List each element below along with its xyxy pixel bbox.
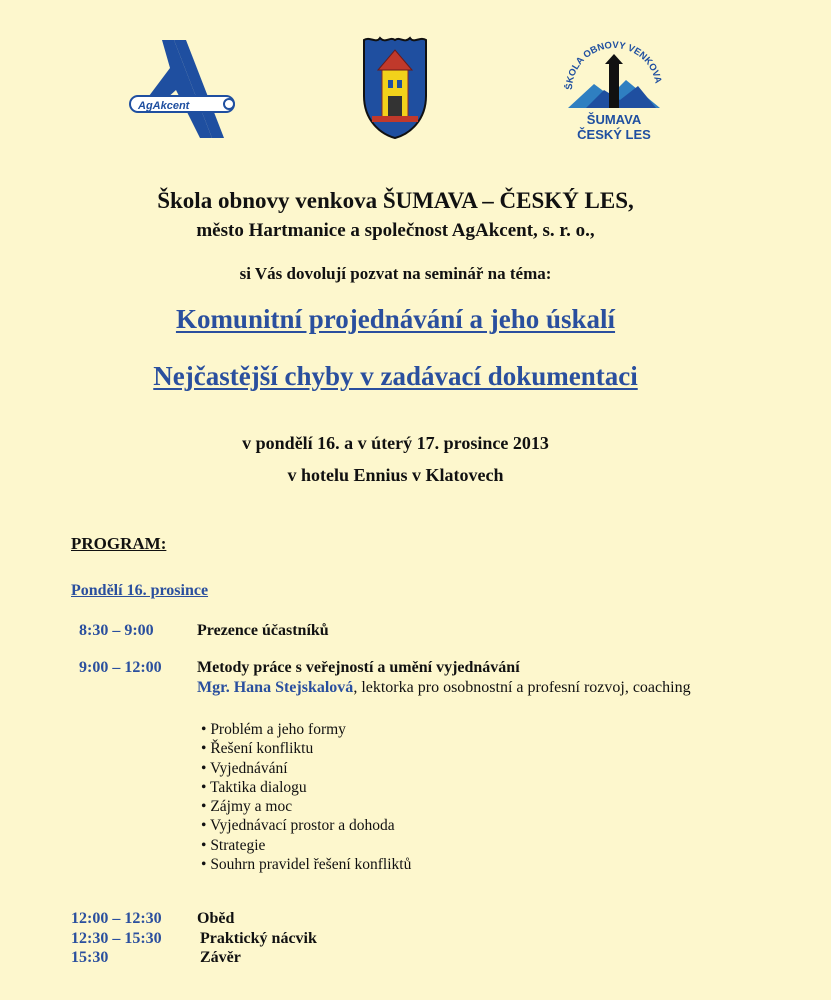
list-item: • Problém a jeho formy — [201, 720, 411, 739]
list-item: • Zájmy a moc — [201, 797, 411, 816]
speaker-role: , lektorka pro osobnostní a profesní rozvoj, coaching — [353, 679, 691, 696]
hartmanice-crest — [358, 34, 432, 140]
skola-line2: ČESKÝ LES — [577, 127, 651, 142]
invitation-text: si Vás dovolují pozvat na seminář na téma: — [239, 264, 552, 283]
list-item: • Strategie — [201, 836, 411, 855]
program-time-3: 12:00 – 12:30 — [71, 910, 162, 927]
program-title-1: Prezence účastníků — [197, 622, 329, 639]
program-time-2: 9:00 – 12:00 — [79, 659, 162, 676]
organizer-subtitle: město Hartmanice a společnost AgAkcent, s. r. o., — [196, 220, 595, 241]
list-item: • Taktika dialogu — [201, 778, 411, 797]
program-title-5: Závěr — [200, 949, 241, 966]
program-time-4: 12:30 – 15:30 — [71, 930, 162, 947]
skola-arc-text: ŠKOLA OBNOVY VENKOVA — [564, 40, 664, 91]
program-heading: PROGRAM: — [71, 534, 167, 553]
seminar-topic-2[interactable]: Nejčastější chyby v zadávací dokumentaci — [153, 361, 638, 391]
agakcent-logo — [126, 38, 242, 144]
list-item: • Řešení konfliktu — [201, 739, 411, 758]
event-place: v hotelu Ennius v Klatovech — [287, 465, 504, 485]
program-time-5: 15:30 — [71, 949, 109, 966]
program-title-4: Praktický nácvik — [200, 930, 317, 947]
list-item: • Souhrn pravidel řešení konfliktů — [201, 855, 411, 874]
program-time-1: 8:30 – 9:00 — [79, 622, 154, 639]
agakcent-wordmark: AgAkcent — [138, 100, 190, 112]
event-date: v pondělí 16. a v úterý 17. prosince 2013 — [242, 433, 549, 453]
program-speaker — [197, 679, 691, 697]
seminar-topic-1[interactable]: Komunitní projednávání a jeho úskalí — [175, 304, 616, 334]
list-item: • Vyjednávání — [201, 759, 411, 778]
list-item: • Vyjednávací prostor a dohoda — [201, 816, 411, 835]
program-title-2: Metody práce s veřejností a umění vyjednávání — [197, 659, 520, 676]
skola-obnovy-venkova-logo — [564, 40, 664, 144]
skola-line1: ŠUMAVA — [586, 112, 642, 127]
program-day-heading: Pondělí 16. prosince — [71, 582, 209, 599]
speaker-name: Mgr. Hana Stejskalová — [197, 679, 354, 696]
subtopic-list — [201, 720, 411, 874]
program-title-3: Oběd — [197, 910, 235, 927]
agakcent-small-text: s.r.o. — [206, 116, 217, 122]
organizer-title: Škola obnovy venkova ŠUMAVA – ČESKÝ LES, — [157, 188, 634, 213]
